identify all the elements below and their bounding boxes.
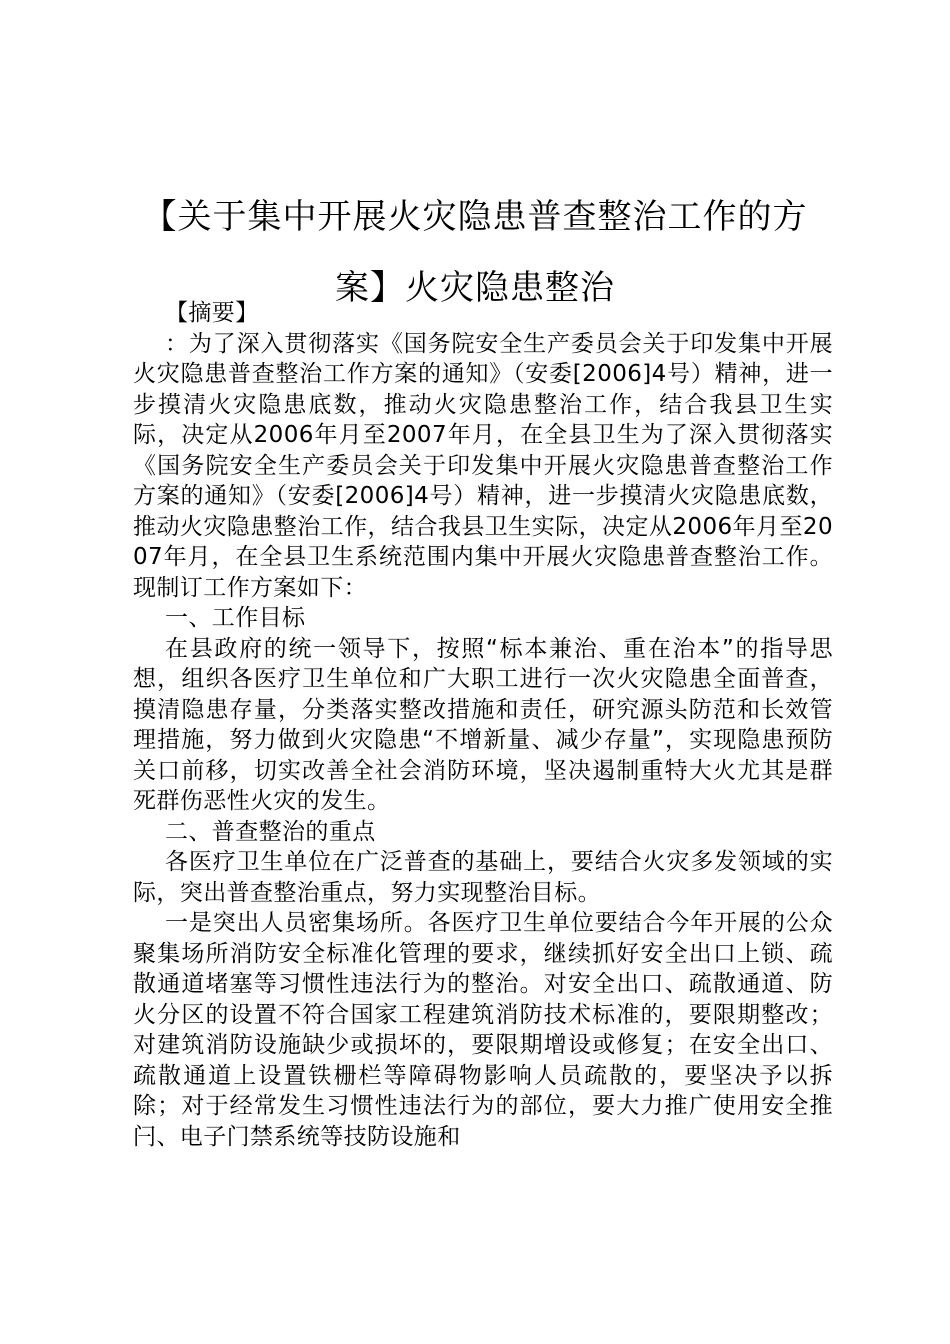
abstract-paragraph: ：为了深入贯彻落实《国务院安全生产委员会关于印发集中开展火灾隐患普查整治工作方案的通知》（安委[2006]4号）精神，进一步摸清火灾隐患底数，推动火灾隐患整治工作，结合我县卫生实际，决定从2006年月至2007年月，在全县卫生为了深入贯彻落实《国务院安全生产委员会关于印发集中开展火灾隐患普查整治工作方案的通知》（安委[2006]4号）精神，进一步摸清火灾隐患底数，推动火灾隐患整治工作，结合我县卫生实际，决定从2006年月至2007年月，在全县卫生系统范围内集中开展火灾隐患普查整治工作。现制订工作方案如下： xyxy=(133,330,833,601)
section-heading-goals: 一、工作目标 xyxy=(165,605,306,631)
crowded-places-paragraph: 一是突出人员密集场所。各医疗卫生单位要结合今年开展的公众聚集场所消防安全标准化管理的要求，继续抓好安全出口上锁、疏散通道堵塞等习惯性违法行为的整治。对安全出口、疏散通道、防火分区的设置不符合国家工程建筑消防技术标准的，要限期整改；对建筑消防设施缺少或损坏的，要限期增设或修复；在安全出口、疏散通道上设置铁栅栏等障碍物影响人员疏散的，要坚决予以拆除；对于经常发生习惯性违法行为的部位，要大力推广使用安全推闩、电子门禁系统等技防设施和 xyxy=(133,910,833,1150)
goals-paragraph: 在县政府的统一领导下，按照“标本兼治、重在治本”的指导思想，组织各医疗卫生单位和广大职工进行一次火灾隐患全面普查，摸清隐患存量，分类落实整改措施和责任，研究源头防范和长效管理措施，努力做到火灾隐患“不增新量、减少存量”，实现隐患预防关口前移，切实改善全社会消防环境，坚决遏制重特大火尤其是群死群伤恶性火灾的发生。 xyxy=(133,635,833,814)
title-line-2: 案】火灾隐患整治 xyxy=(335,268,615,308)
focus-paragraph: 各医疗卫生单位在广泛普查的基础上，要结合火灾多发领域的实际，突出普查整治重点，努力实现整治目标。 xyxy=(133,849,833,906)
title-line-1: 【关于集中开展火灾隐患普查整治工作的方 xyxy=(142,197,808,237)
document-body xyxy=(133,298,833,1152)
abstract-label: 【摘要】 xyxy=(165,300,259,326)
section-heading-focus: 二、普查整治的重点 xyxy=(165,818,376,845)
